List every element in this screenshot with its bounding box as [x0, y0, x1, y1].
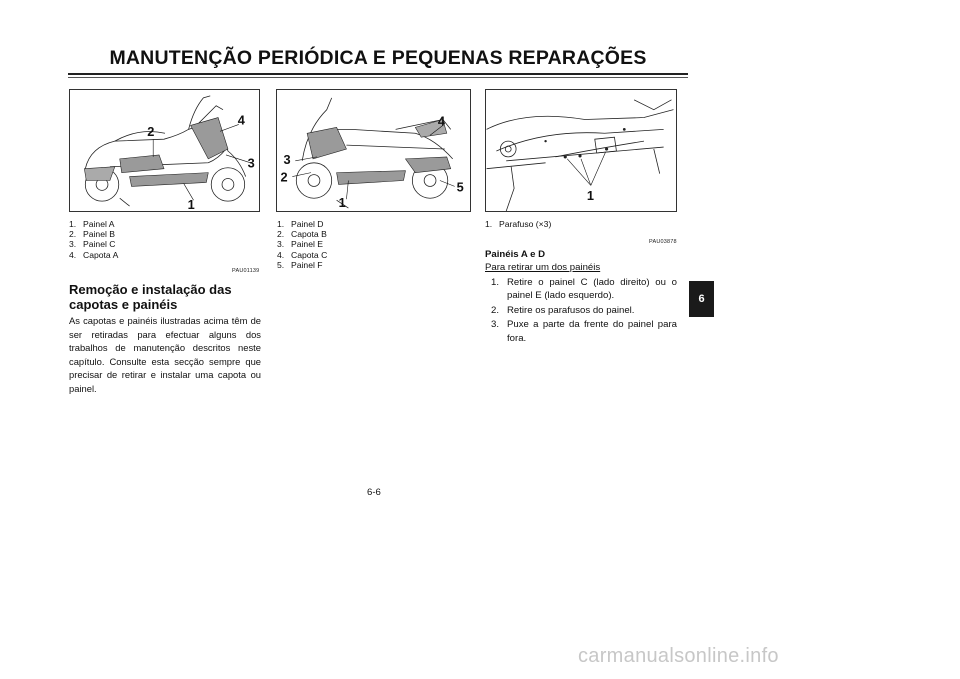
legend-item: 2. Capota B [277, 229, 327, 240]
title-rule-thin [68, 77, 688, 78]
figure1-legend [69, 219, 118, 260]
section-body: As capotas e painéis ilustradas acima têm de ser retiradas para efectuar alguns dos trabalhos de manutenção descritos neste capítulo. Consulte esta secção sempre que precisar de retirar e instalar uma capota ou painel. [69, 315, 261, 394]
subsection-heading: Painéis A e D [485, 249, 546, 260]
figure-scooter-left-side [276, 89, 471, 212]
scooter-left-illustration [277, 90, 470, 211]
scooter-right-illustration [70, 90, 259, 211]
step-item: 1. Retire o painel C (lado direito) ou o painel E (lado esquerdo). [491, 277, 677, 302]
legend-item: 5. Painel F [277, 259, 323, 270]
figure-scooter-right-side [69, 89, 260, 212]
page-title: MANUTENÇÃO PERIÓDICA E PEQUENAS REPARAÇÕES [109, 47, 647, 69]
callout-3: 3 [283, 151, 291, 167]
figure-panel-screws-detail [485, 89, 677, 212]
title-rule [68, 73, 688, 75]
section-heading: Remoção e instalação das capotas e painéis [69, 282, 232, 312]
callout-3: 3 [247, 155, 255, 171]
procedure-steps [485, 276, 677, 346]
section-code-right: PAU03878 [649, 239, 677, 245]
figure2-legend [277, 219, 327, 270]
procedure-heading: Para retirar um dos painéis [485, 262, 601, 273]
callout-1: 1 [338, 195, 346, 211]
callout-1: 1 [187, 197, 195, 211]
callout-2: 2 [147, 124, 155, 140]
legend-item: 1. Painel A [69, 219, 115, 229]
callout-4: 4 [437, 113, 446, 129]
legend-item: 4. Capota A [69, 249, 119, 260]
chapter-tab: 6 [689, 281, 714, 317]
legend-item: 1. Painel D [277, 219, 324, 229]
legend-item: 1. Parafuso (×3) [485, 219, 552, 229]
callout-4: 4 [237, 112, 245, 128]
section-code-left: PAU01139 [232, 268, 260, 274]
panel-detail-illustration [486, 90, 676, 211]
legend-item: 2. Painel B [69, 229, 116, 240]
legend-item: 4. Capota C [277, 249, 328, 260]
callout-5: 5 [456, 179, 464, 195]
legend-item: 3. Painel C [69, 239, 116, 250]
callout-1: 1 [586, 188, 595, 204]
page-number: 6-6 [367, 487, 381, 498]
figure3-legend [485, 219, 551, 229]
legend-item: 3. Painel E [277, 239, 324, 250]
step-item: 2. Retire os parafusos do painel. [491, 304, 635, 316]
step-item: 3. Puxe a parte da frente do painel para fora. [491, 319, 677, 344]
callout-2: 2 [280, 169, 288, 185]
watermark: carmanualsonline.info [578, 645, 779, 667]
